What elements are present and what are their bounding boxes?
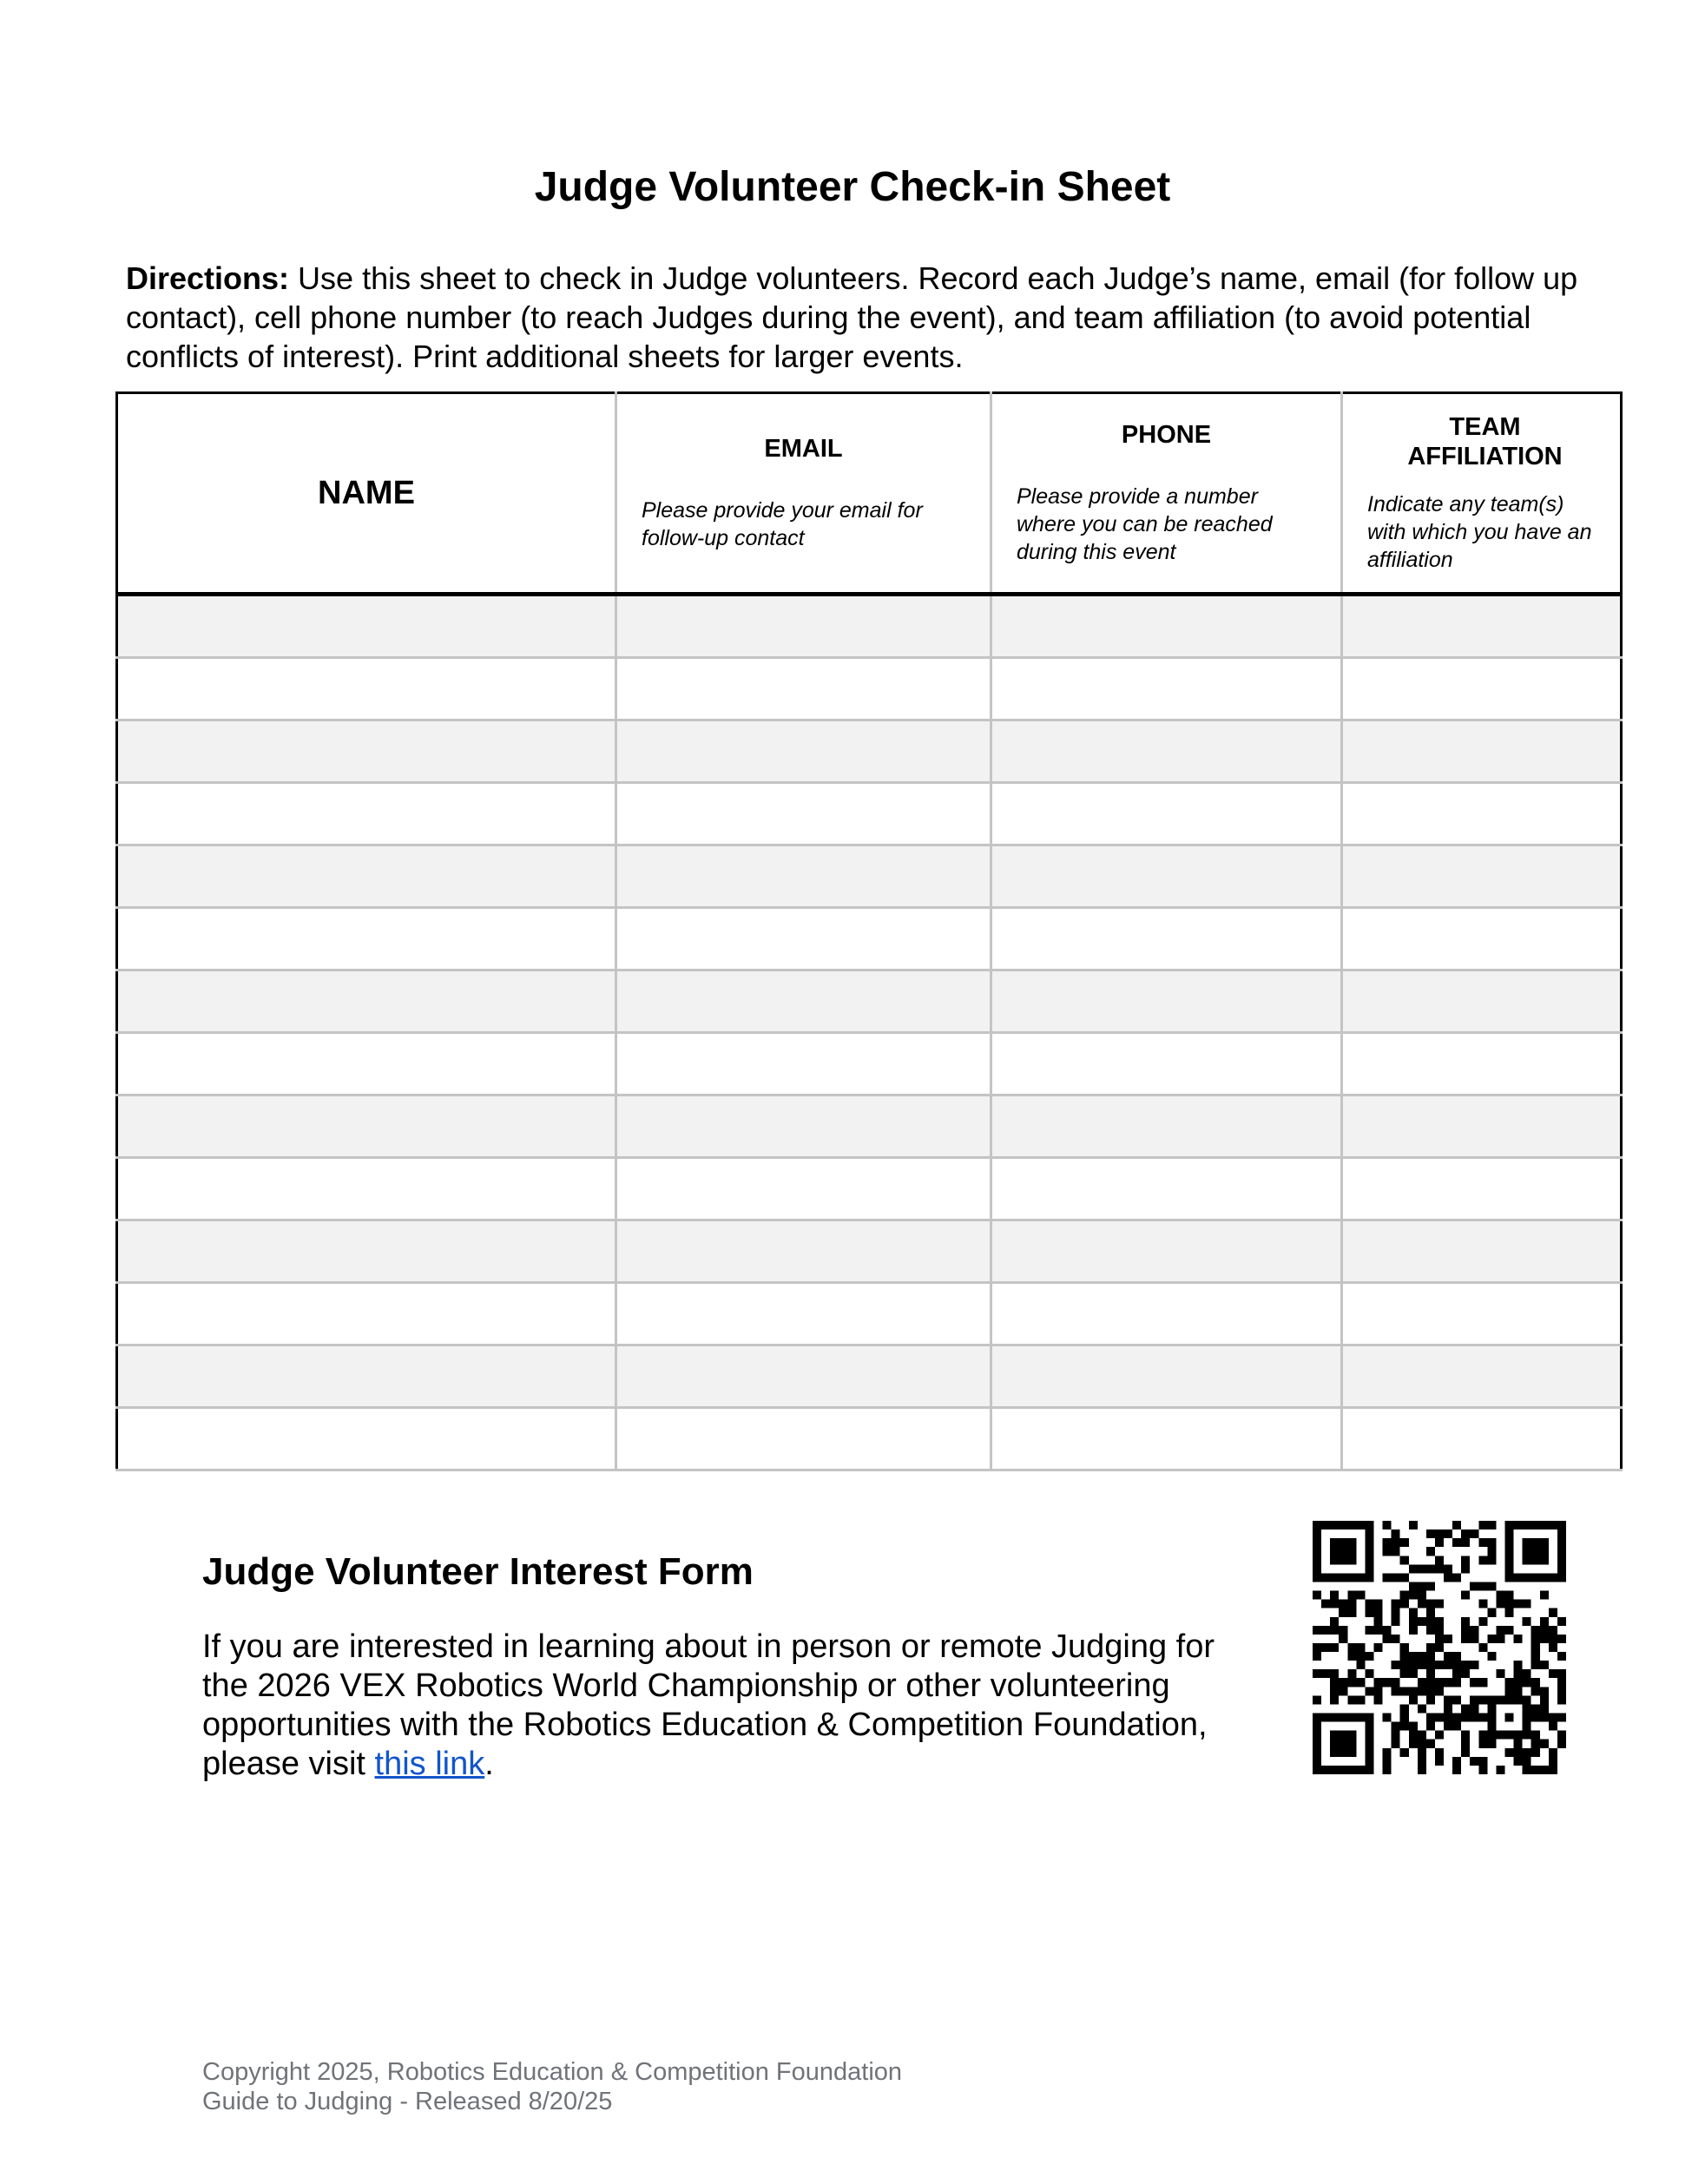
cell-phone[interactable] xyxy=(991,845,1342,908)
table-row xyxy=(117,1345,1622,1408)
column-header-team-affiliation xyxy=(1342,393,1622,595)
cell-name[interactable] xyxy=(117,1095,616,1158)
cell-phone[interactable] xyxy=(991,970,1342,1033)
cell-email[interactable] xyxy=(616,970,991,1033)
table-row xyxy=(117,1033,1622,1095)
interest-form-title: Judge Volunteer Interest Form xyxy=(202,1550,754,1593)
cell-email[interactable] xyxy=(616,1345,991,1408)
column-header-email xyxy=(616,393,991,595)
cell-team-affiliation[interactable] xyxy=(1342,595,1622,658)
cell-email[interactable] xyxy=(616,595,991,658)
cell-email[interactable] xyxy=(616,845,991,908)
cell-name[interactable] xyxy=(117,845,616,908)
cell-team-affiliation[interactable] xyxy=(1342,1220,1622,1283)
table-row xyxy=(117,720,1622,783)
check-in-table xyxy=(115,391,1623,1471)
cell-email[interactable] xyxy=(616,1283,991,1345)
cell-name[interactable] xyxy=(117,970,616,1033)
footer-release: Guide to Judging - Released 8/20/25 xyxy=(202,2088,613,2115)
cell-team-affiliation[interactable] xyxy=(1342,783,1622,845)
table-body xyxy=(117,595,1622,1470)
cell-phone[interactable] xyxy=(991,595,1342,658)
cell-team-affiliation[interactable] xyxy=(1342,1095,1622,1158)
page-title: Judge Volunteer Check-in Sheet xyxy=(534,164,1171,210)
cell-name[interactable] xyxy=(117,1033,616,1095)
cell-phone[interactable] xyxy=(991,908,1342,970)
table-header-row xyxy=(117,393,1622,595)
cell-name[interactable] xyxy=(117,1283,616,1345)
table-row xyxy=(117,1283,1622,1345)
cell-name[interactable] xyxy=(117,908,616,970)
cell-email[interactable] xyxy=(616,1220,991,1283)
directions-paragraph xyxy=(126,259,1602,376)
table-row xyxy=(117,1095,1622,1158)
cell-email[interactable] xyxy=(616,1408,991,1470)
cell-email[interactable] xyxy=(616,783,991,845)
cell-phone[interactable] xyxy=(991,1095,1342,1158)
qr-code-icon[interactable] xyxy=(1313,1521,1566,1774)
cell-phone[interactable] xyxy=(991,783,1342,845)
cell-team-affiliation[interactable] xyxy=(1342,1283,1622,1345)
cell-email[interactable] xyxy=(616,1158,991,1220)
table-row xyxy=(117,1220,1622,1283)
cell-team-affiliation[interactable] xyxy=(1342,1345,1622,1408)
cell-phone[interactable] xyxy=(991,1408,1342,1470)
cell-name[interactable] xyxy=(117,1158,616,1220)
column-hint-team: Indicate any team(s) with which you have an affiliation xyxy=(1367,492,1592,572)
cell-team-affiliation[interactable] xyxy=(1342,658,1622,720)
footer-copyright: Copyright 2025, Robotics Education & Competition Foundation xyxy=(202,2058,903,2086)
cell-name[interactable] xyxy=(117,1408,616,1470)
cell-email[interactable] xyxy=(616,658,991,720)
cell-email[interactable] xyxy=(616,720,991,783)
cell-name[interactable] xyxy=(117,783,616,845)
column-header-email-label: EMAIL xyxy=(764,435,843,463)
table-row xyxy=(117,595,1622,658)
cell-name[interactable] xyxy=(117,658,616,720)
cell-phone[interactable] xyxy=(991,1345,1342,1408)
column-hint-email: Please provide your email for follow-up contact xyxy=(642,498,923,550)
column-header-team-label: TEAM AFFILIATION xyxy=(1407,413,1563,470)
cell-team-affiliation[interactable] xyxy=(1342,1158,1622,1220)
cell-email[interactable] xyxy=(616,1033,991,1095)
cell-name[interactable] xyxy=(117,720,616,783)
directions-label: Directions: xyxy=(126,260,290,296)
cell-team-affiliation[interactable] xyxy=(1342,845,1622,908)
cell-phone[interactable] xyxy=(991,658,1342,720)
cell-name[interactable] xyxy=(117,1220,616,1283)
column-header-phone-label: PHONE xyxy=(1121,421,1212,449)
interest-form-link[interactable]: this link xyxy=(374,1746,485,1782)
cell-name[interactable] xyxy=(117,595,616,658)
cell-team-affiliation[interactable] xyxy=(1342,908,1622,970)
cell-email[interactable] xyxy=(616,1095,991,1158)
table-row xyxy=(117,845,1622,908)
interest-form-text xyxy=(202,1628,1227,1784)
column-header-name: NAME xyxy=(117,393,616,595)
cell-team-affiliation[interactable] xyxy=(1342,1033,1622,1095)
cell-phone[interactable] xyxy=(991,1158,1342,1220)
footer xyxy=(202,2057,902,2116)
cell-team-affiliation[interactable] xyxy=(1342,970,1622,1033)
cell-team-affiliation[interactable] xyxy=(1342,1408,1622,1470)
column-header-phone xyxy=(991,393,1342,595)
interest-form-trailing: . xyxy=(484,1746,494,1782)
table-row xyxy=(117,970,1622,1033)
table-row xyxy=(117,658,1622,720)
table-row xyxy=(117,908,1622,970)
interest-form-body: If you are interested in learning about in person or remote Judging for the 2026 VEX Robotics World Championship or other volunteering opportunities with the Robotics Education & Competition Foundation, please visit xyxy=(202,1628,1215,1782)
cell-phone[interactable] xyxy=(991,1283,1342,1345)
cell-phone[interactable] xyxy=(991,1220,1342,1283)
cell-name[interactable] xyxy=(117,1345,616,1408)
cell-phone[interactable] xyxy=(991,720,1342,783)
column-hint-phone: Please provide a number where you can be reached during this event xyxy=(1017,484,1273,564)
cell-team-affiliation[interactable] xyxy=(1342,720,1622,783)
table-row xyxy=(117,1408,1622,1470)
table-row xyxy=(117,783,1622,845)
directions-text: Use this sheet to check in Judge volunteers. Record each Judge’s name, email (for follow up contact), cell phone number (to reach Judges during the event), and team affiliation (to avoid potential conflicts of interest). Print additional sheets for larger events. xyxy=(126,260,1578,374)
table-row xyxy=(117,1158,1622,1220)
cell-phone[interactable] xyxy=(991,1033,1342,1095)
cell-email[interactable] xyxy=(616,908,991,970)
